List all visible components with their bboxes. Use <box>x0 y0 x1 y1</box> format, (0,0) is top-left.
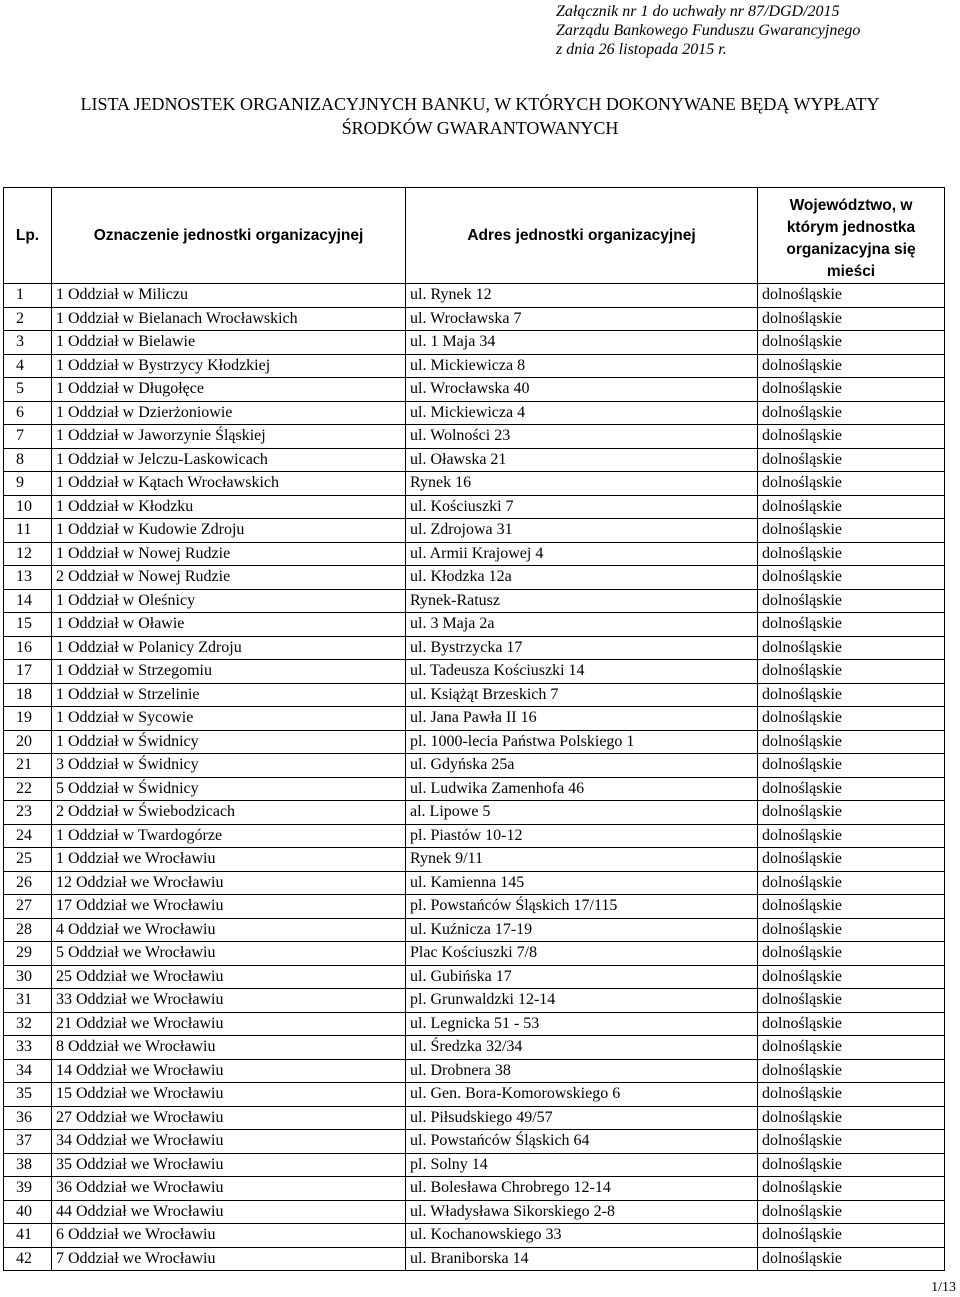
cell-unit-name: 8 Oddział we Wrocławiu <box>52 1036 406 1060</box>
cell-unit-address: ul. Drobnera 38 <box>406 1059 758 1083</box>
cell-voivodeship: dolnośląskie <box>758 965 945 989</box>
cell-lp: 8 <box>4 448 52 472</box>
cell-unit-name: 2 Oddział w Świebodzicach <box>52 801 406 825</box>
table-row <box>4 284 945 308</box>
cell-unit-address: pl. 1000-lecia Państwa Polskiego 1 <box>406 730 758 754</box>
cell-lp: 21 <box>4 754 52 778</box>
cell-lp: 6 <box>4 401 52 425</box>
cell-voivodeship: dolnośląskie <box>758 284 945 308</box>
cell-voivodeship: dolnośląskie <box>758 918 945 942</box>
table-row <box>4 378 945 402</box>
cell-unit-address: ul. Armii Krajowej 4 <box>406 542 758 566</box>
cell-lp: 7 <box>4 425 52 449</box>
cell-unit-address: ul. Rynek 12 <box>406 284 758 308</box>
table-row <box>4 1153 945 1177</box>
cell-unit-address: ul. 3 Maja 2a <box>406 613 758 637</box>
table-row <box>4 425 945 449</box>
cell-voivodeship: dolnośląskie <box>758 307 945 331</box>
cell-unit-name: 6 Oddział we Wrocławiu <box>52 1224 406 1248</box>
attachment-line-3: z dnia 26 listopada 2015 r. <box>556 41 727 58</box>
table-row <box>4 1059 945 1083</box>
cell-unit-address: ul. Oławska 21 <box>406 448 758 472</box>
cell-unit-name: 1 Oddział w Dzierżoniowie <box>52 401 406 425</box>
header-unit-address: Adres jednostki organizacyjnej <box>406 188 758 284</box>
cell-lp: 25 <box>4 848 52 872</box>
cell-unit-address: ul. Powstańców Śląskich 64 <box>406 1130 758 1154</box>
cell-unit-address: ul. Bolesława Chrobrego 12-14 <box>406 1177 758 1201</box>
cell-unit-name: 1 Oddział we Wrocławiu <box>52 848 406 872</box>
cell-unit-address: ul. Kuźnicza 17-19 <box>406 918 758 942</box>
table-row <box>4 730 945 754</box>
cell-lp: 2 <box>4 307 52 331</box>
cell-voivodeship: dolnośląskie <box>758 613 945 637</box>
cell-unit-name: 1 Oddział w Strzegomiu <box>52 660 406 684</box>
cell-unit-address: ul. Ludwika Zamenhofa 46 <box>406 777 758 801</box>
cell-unit-name: 1 Oddział w Kudowie Zdroju <box>52 519 406 543</box>
table-row <box>4 824 945 848</box>
table-row <box>4 472 945 496</box>
header-lp: Lp. <box>4 188 52 284</box>
cell-unit-name: 1 Oddział w Polanicy Zdroju <box>52 636 406 660</box>
cell-unit-address: ul. Kochanowskiego 33 <box>406 1224 758 1248</box>
attachment-line-1: Załącznik nr 1 do uchwały nr 87/DGD/2015 <box>556 3 840 20</box>
cell-voivodeship: dolnośląskie <box>758 683 945 707</box>
cell-unit-address: ul. Tadeusza Kościuszki 14 <box>406 660 758 684</box>
table-row <box>4 1200 945 1224</box>
cell-unit-name: 7 Oddział we Wrocławiu <box>52 1247 406 1271</box>
cell-lp: 13 <box>4 566 52 590</box>
cell-unit-name: 35 Oddział we Wrocławiu <box>52 1153 406 1177</box>
cell-lp: 4 <box>4 354 52 378</box>
cell-lp: 32 <box>4 1012 52 1036</box>
cell-voivodeship: dolnośląskie <box>758 1130 945 1154</box>
cell-unit-name: 5 Oddział we Wrocławiu <box>52 942 406 966</box>
cell-unit-address: ul. Piłsudskiego 49/57 <box>406 1106 758 1130</box>
cell-lp: 33 <box>4 1036 52 1060</box>
cell-unit-address: pl. Grunwaldzki 12-14 <box>406 989 758 1013</box>
cell-voivodeship: dolnośląskie <box>758 1224 945 1248</box>
cell-lp: 12 <box>4 542 52 566</box>
table-row <box>4 848 945 872</box>
cell-lp: 22 <box>4 777 52 801</box>
cell-unit-address: ul. Zdrojowa 31 <box>406 519 758 543</box>
table-row <box>4 331 945 355</box>
table-row <box>4 707 945 731</box>
table-row <box>4 989 945 1013</box>
cell-voivodeship: dolnośląskie <box>758 542 945 566</box>
cell-unit-name: 2 Oddział w Nowej Rudzie <box>52 566 406 590</box>
cell-voivodeship: dolnośląskie <box>758 448 945 472</box>
table-row <box>4 1130 945 1154</box>
cell-unit-address: ul. Kościuszki 7 <box>406 495 758 519</box>
table-row <box>4 1036 945 1060</box>
cell-unit-address: pl. Piastów 10-12 <box>406 824 758 848</box>
cell-voivodeship: dolnośląskie <box>758 566 945 590</box>
cell-unit-name: 1 Oddział w Nowej Rudzie <box>52 542 406 566</box>
cell-lp: 31 <box>4 989 52 1013</box>
attachment-line-2: Zarządu Bankowego Funduszu Gwarancyjnego <box>556 22 861 39</box>
table-row <box>4 660 945 684</box>
cell-unit-address: Plac Kościuszki 7/8 <box>406 942 758 966</box>
cell-lp: 29 <box>4 942 52 966</box>
table-row <box>4 777 945 801</box>
cell-voivodeship: dolnośląskie <box>758 1083 945 1107</box>
cell-unit-address: ul. Książąt Brzeskich 7 <box>406 683 758 707</box>
cell-unit-name: 1 Oddział w Oławie <box>52 613 406 637</box>
cell-lp: 5 <box>4 378 52 402</box>
cell-unit-address: Rynek 9/11 <box>406 848 758 872</box>
cell-voivodeship: dolnośląskie <box>758 1012 945 1036</box>
cell-lp: 27 <box>4 895 52 919</box>
table-header-row <box>4 188 945 284</box>
title-line-1: LISTA JEDNOSTEK ORGANIZACYJNYCH BANKU, W KTÓRYCH DOKONYWANE BĘDĄ WYPŁATY <box>80 94 880 114</box>
title-line-2: ŚRODKÓW GWARANTOWANYCH <box>341 118 619 138</box>
cell-unit-address: ul. Braniborska 14 <box>406 1247 758 1271</box>
cell-unit-address: ul. Gdyńska 25a <box>406 754 758 778</box>
cell-unit-address: ul. Gen. Bora-Komorowskiego 6 <box>406 1083 758 1107</box>
branches-table <box>3 187 945 1271</box>
cell-unit-name: 5 Oddział w Świdnicy <box>52 777 406 801</box>
table-row <box>4 965 945 989</box>
cell-unit-name: 33 Oddział we Wrocławiu <box>52 989 406 1013</box>
table-row <box>4 683 945 707</box>
cell-voivodeship: dolnośląskie <box>758 848 945 872</box>
cell-unit-name: 1 Oddział w Miliczu <box>52 284 406 308</box>
cell-voivodeship: dolnośląskie <box>758 401 945 425</box>
cell-unit-name: 1 Oddział w Kątach Wrocławskich <box>52 472 406 496</box>
cell-lp: 28 <box>4 918 52 942</box>
cell-voivodeship: dolnośląskie <box>758 354 945 378</box>
table-row <box>4 542 945 566</box>
cell-voivodeship: dolnośląskie <box>758 1106 945 1130</box>
cell-voivodeship: dolnośląskie <box>758 519 945 543</box>
cell-unit-address: ul. Bystrzycka 17 <box>406 636 758 660</box>
cell-unit-name: 15 Oddział we Wrocławiu <box>52 1083 406 1107</box>
cell-unit-address: ul. Kamienna 145 <box>406 871 758 895</box>
cell-unit-address: ul. Gubińska 17 <box>406 965 758 989</box>
cell-lp: 20 <box>4 730 52 754</box>
cell-lp: 26 <box>4 871 52 895</box>
table-row <box>4 1083 945 1107</box>
cell-lp: 1 <box>4 284 52 308</box>
cell-lp: 3 <box>4 331 52 355</box>
cell-unit-name: 1 Oddział w Długołęce <box>52 378 406 402</box>
table-row <box>4 636 945 660</box>
cell-lp: 41 <box>4 1224 52 1248</box>
cell-unit-address: pl. Solny 14 <box>406 1153 758 1177</box>
cell-voivodeship: dolnośląskie <box>758 895 945 919</box>
table-row <box>4 1106 945 1130</box>
table-row <box>4 1177 945 1201</box>
cell-unit-name: 1 Oddział w Strzelinie <box>52 683 406 707</box>
cell-unit-name: 36 Oddział we Wrocławiu <box>52 1177 406 1201</box>
cell-unit-name: 25 Oddział we Wrocławiu <box>52 965 406 989</box>
cell-lp: 17 <box>4 660 52 684</box>
cell-voivodeship: dolnośląskie <box>758 707 945 731</box>
table-row <box>4 354 945 378</box>
cell-unit-name: 1 Oddział w Bielawie <box>52 331 406 355</box>
cell-unit-name: 17 Oddział we Wrocławiu <box>52 895 406 919</box>
cell-voivodeship: dolnośląskie <box>758 777 945 801</box>
cell-voivodeship: dolnośląskie <box>758 1059 945 1083</box>
cell-unit-address: ul. Władysława Sikorskiego 2-8 <box>406 1200 758 1224</box>
cell-unit-address: Rynek 16 <box>406 472 758 496</box>
cell-unit-name: 1 Oddział w Bielanach Wrocławskich <box>52 307 406 331</box>
table-row <box>4 895 945 919</box>
table-row <box>4 589 945 613</box>
cell-unit-name: 3 Oddział w Świdnicy <box>52 754 406 778</box>
cell-lp: 9 <box>4 472 52 496</box>
cell-voivodeship: dolnośląskie <box>758 495 945 519</box>
cell-voivodeship: dolnośląskie <box>758 801 945 825</box>
table-row <box>4 1224 945 1248</box>
cell-unit-name: 27 Oddział we Wrocławiu <box>52 1106 406 1130</box>
cell-unit-address: pl. Powstańców Śląskich 17/115 <box>406 895 758 919</box>
table-row <box>4 1247 945 1271</box>
cell-voivodeship: dolnośląskie <box>758 1036 945 1060</box>
cell-voivodeship: dolnośląskie <box>758 871 945 895</box>
header-voivodeship: Województwo, w którym jednostka organizacyjna się mieści <box>758 188 945 284</box>
cell-unit-name: 4 Oddział we Wrocławiu <box>52 918 406 942</box>
cell-unit-address: ul. 1 Maja 34 <box>406 331 758 355</box>
cell-voivodeship: dolnośląskie <box>758 754 945 778</box>
cell-unit-name: 1 Oddział w Bystrzycy Kłodzkiej <box>52 354 406 378</box>
cell-unit-address: ul. Średzka 32/34 <box>406 1036 758 1060</box>
cell-lp: 19 <box>4 707 52 731</box>
cell-voivodeship: dolnośląskie <box>758 942 945 966</box>
cell-voivodeship: dolnośląskie <box>758 660 945 684</box>
table-row <box>4 307 945 331</box>
table-row <box>4 495 945 519</box>
cell-unit-address: ul. Jana Pawła II 16 <box>406 707 758 731</box>
cell-unit-address: Rynek-Ratusz <box>406 589 758 613</box>
document-title <box>0 92 960 140</box>
cell-unit-name: 44 Oddział we Wrocławiu <box>52 1200 406 1224</box>
cell-lp: 34 <box>4 1059 52 1083</box>
table-row <box>4 448 945 472</box>
cell-unit-name: 21 Oddział we Wrocławiu <box>52 1012 406 1036</box>
cell-lp: 10 <box>4 495 52 519</box>
cell-voivodeship: dolnośląskie <box>758 425 945 449</box>
cell-unit-name: 1 Oddział w Świdnicy <box>52 730 406 754</box>
table-row <box>4 942 945 966</box>
cell-lp: 39 <box>4 1177 52 1201</box>
cell-unit-address: ul. Wolności 23 <box>406 425 758 449</box>
cell-lp: 42 <box>4 1247 52 1271</box>
table-row <box>4 401 945 425</box>
cell-voivodeship: dolnośląskie <box>758 989 945 1013</box>
cell-lp: 40 <box>4 1200 52 1224</box>
cell-lp: 11 <box>4 519 52 543</box>
cell-voivodeship: dolnośląskie <box>758 730 945 754</box>
cell-voivodeship: dolnośląskie <box>758 1177 945 1201</box>
cell-unit-name: 1 Oddział w Jelczu-Laskowicach <box>52 448 406 472</box>
cell-lp: 16 <box>4 636 52 660</box>
cell-lp: 37 <box>4 1130 52 1154</box>
cell-unit-name: 1 Oddział w Kłodzku <box>52 495 406 519</box>
cell-lp: 24 <box>4 824 52 848</box>
table-row <box>4 1012 945 1036</box>
table-row <box>4 613 945 637</box>
cell-unit-address: al. Lipowe 5 <box>406 801 758 825</box>
cell-voivodeship: dolnośląskie <box>758 1153 945 1177</box>
cell-unit-address: ul. Wrocławska 40 <box>406 378 758 402</box>
attachment-header <box>556 2 936 59</box>
table-row <box>4 754 945 778</box>
cell-unit-name: 12 Oddział we Wrocławiu <box>52 871 406 895</box>
cell-voivodeship: dolnośląskie <box>758 1200 945 1224</box>
header-unit-name: Oznaczenie jednostki organizacyjnej <box>52 188 406 284</box>
cell-lp: 14 <box>4 589 52 613</box>
cell-unit-name: 1 Oddział w Jaworzynie Śląskiej <box>52 425 406 449</box>
table-row <box>4 519 945 543</box>
table-row <box>4 566 945 590</box>
cell-lp: 35 <box>4 1083 52 1107</box>
cell-voivodeship: dolnośląskie <box>758 378 945 402</box>
page-number: 1/13 <box>931 1280 956 1295</box>
cell-voivodeship: dolnośląskie <box>758 1247 945 1271</box>
cell-lp: 23 <box>4 801 52 825</box>
cell-unit-address: ul. Wrocławska 7 <box>406 307 758 331</box>
cell-lp: 18 <box>4 683 52 707</box>
cell-unit-address: ul. Mickiewicza 8 <box>406 354 758 378</box>
cell-lp: 36 <box>4 1106 52 1130</box>
cell-unit-address: ul. Kłodzka 12a <box>406 566 758 590</box>
cell-unit-name: 1 Oddział w Oleśnicy <box>52 589 406 613</box>
table-row <box>4 918 945 942</box>
cell-unit-name: 1 Oddział w Sycowie <box>52 707 406 731</box>
table-row <box>4 871 945 895</box>
cell-voivodeship: dolnośląskie <box>758 331 945 355</box>
cell-unit-address: ul. Legnicka 51 - 53 <box>406 1012 758 1036</box>
cell-voivodeship: dolnośląskie <box>758 472 945 496</box>
cell-voivodeship: dolnośląskie <box>758 824 945 848</box>
cell-voivodeship: dolnośląskie <box>758 589 945 613</box>
cell-unit-name: 14 Oddział we Wrocławiu <box>52 1059 406 1083</box>
cell-lp: 38 <box>4 1153 52 1177</box>
cell-lp: 30 <box>4 965 52 989</box>
cell-lp: 15 <box>4 613 52 637</box>
cell-voivodeship: dolnośląskie <box>758 636 945 660</box>
cell-unit-name: 34 Oddział we Wrocławiu <box>52 1130 406 1154</box>
cell-unit-name: 1 Oddział w Twardogórze <box>52 824 406 848</box>
table-row <box>4 801 945 825</box>
cell-unit-address: ul. Mickiewicza 4 <box>406 401 758 425</box>
